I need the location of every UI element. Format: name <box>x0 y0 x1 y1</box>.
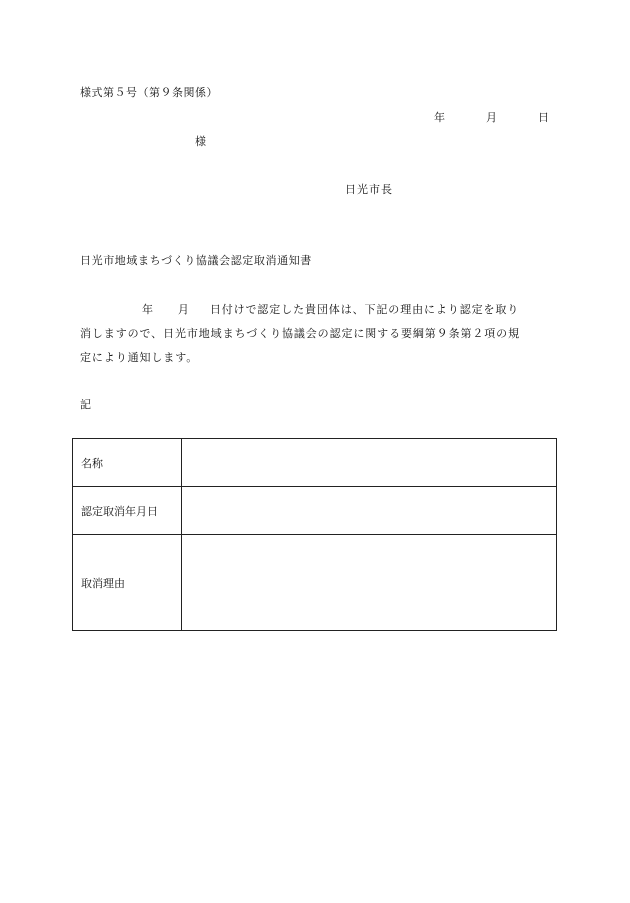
document-title: 日光市地域まちづくり協議会認定取消通知書 <box>80 254 312 267</box>
row-value-revocation-reason[interactable] <box>182 535 557 631</box>
addressee-honorific: 様 <box>195 135 206 148</box>
row-label-revocation-date: 認定取消年月日 <box>73 487 182 535</box>
row-value-revocation-date[interactable] <box>182 487 557 535</box>
body-line-3: 定により通知します。 <box>80 351 199 364</box>
body-line-2: 消しますので、日光市地域まちづくり協議会の認定に関する要綱第９条第２項の規 <box>80 327 520 340</box>
table-row <box>73 439 557 487</box>
table-row <box>73 535 557 631</box>
body-line-1 <box>80 298 556 322</box>
form-number: 様式第５号（第９条関係） <box>80 86 218 99</box>
body-month-label: 月 <box>177 303 190 316</box>
table-row <box>73 487 557 535</box>
date-day-label: 日 <box>538 111 549 124</box>
detail-table <box>72 438 557 631</box>
body-year-label: 年 <box>142 303 154 316</box>
date-month-label: 月 <box>486 111 497 124</box>
row-label-revocation-reason: 取消理由 <box>73 535 182 631</box>
sender-name: 日光市長 <box>345 183 393 196</box>
body-line-1-text: 日付けで認定した貴団体は、下記の理由により認定を取り <box>209 303 520 316</box>
date-line <box>434 109 549 125</box>
row-label-name: 名称 <box>73 439 182 487</box>
body-paragraph <box>80 298 556 370</box>
date-year-label: 年 <box>434 111 445 124</box>
row-value-name[interactable] <box>182 439 557 487</box>
ki-marker: 記 <box>80 398 91 411</box>
